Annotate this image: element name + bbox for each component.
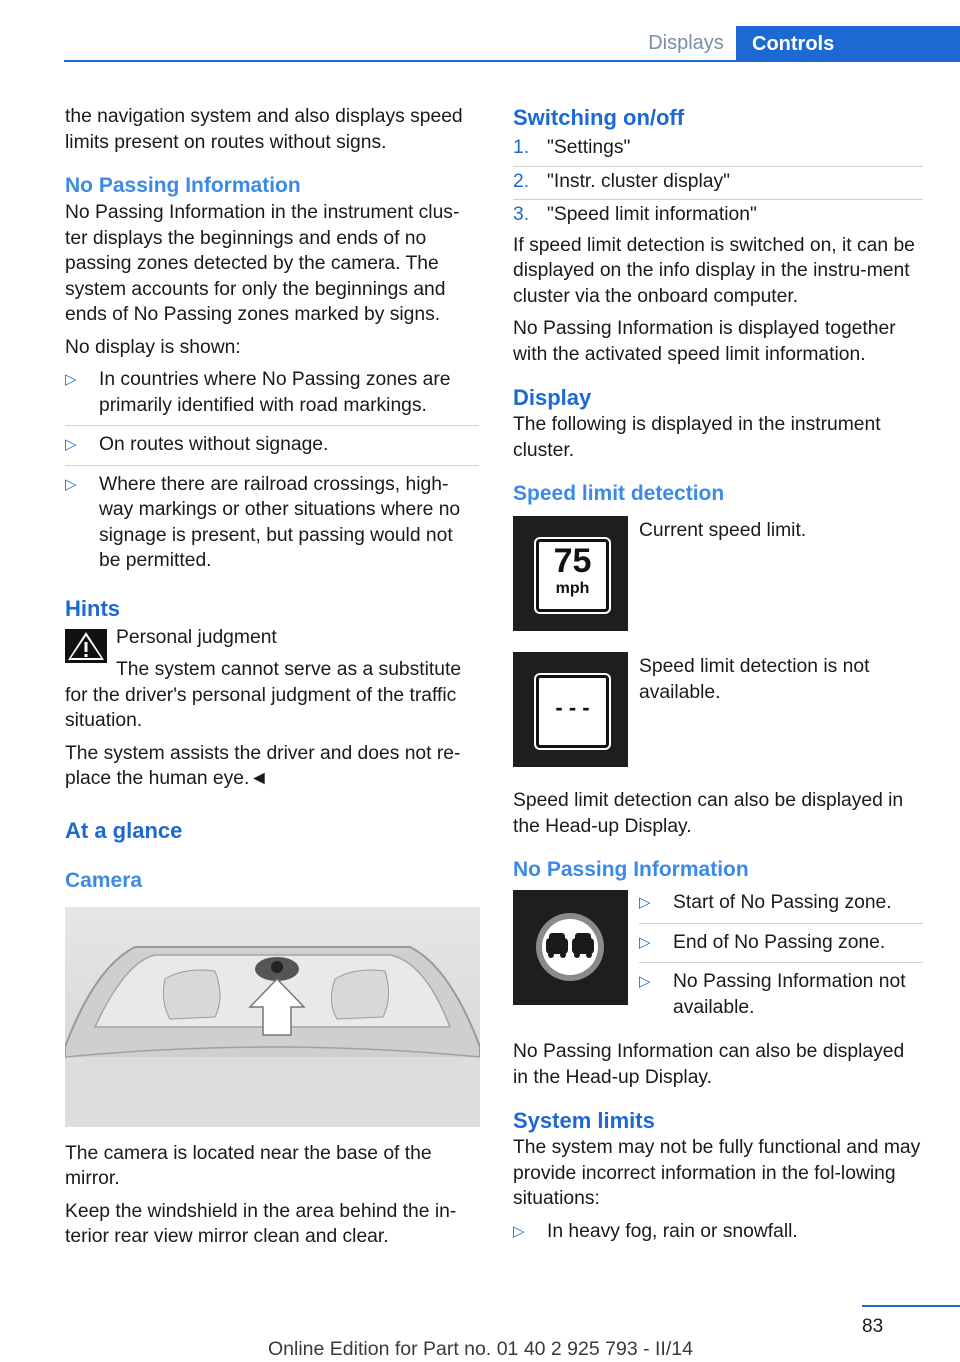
switching-steps xyxy=(513,135,923,233)
list-item: ▷ In heavy fog, rain or snowfall. xyxy=(513,1219,923,1252)
warning-block xyxy=(65,625,479,734)
no-display-list xyxy=(65,367,479,581)
speed-limit-heading: Speed limit detection xyxy=(513,482,725,505)
header-divider xyxy=(64,60,960,62)
hud-speed-text: Speed limit detection can also be displayed in the Head-up Display. xyxy=(513,790,904,837)
tab-controls[interactable]: Controls xyxy=(736,26,960,62)
speed-limit-sign-text: Current speed limit. xyxy=(639,520,807,541)
no-passing-heading: No Passing Information xyxy=(65,174,301,197)
triangle-bullet-icon: ▷ xyxy=(65,475,77,493)
list-item: ▷ Start of No Passing zone. xyxy=(639,890,923,923)
page-number: 83 xyxy=(862,1316,884,1337)
warning-title: Personal judgment xyxy=(116,626,277,648)
speed-limit-unavailable-row xyxy=(513,652,923,778)
no-passing-body: No Passing Information in the instrument clus-ter displays the beginnings and ends of no passing zones detected by the camera. The system accounts for only the beginnings and ends of No Passing zones marked by signs. xyxy=(65,202,460,325)
list-item: 1. "Settings" xyxy=(513,137,631,158)
switch-body-2: No Passing Information is displayed together with the activated speed limit information. xyxy=(513,318,896,365)
warning-icon xyxy=(65,629,107,663)
speed-limit-sign-row xyxy=(513,516,923,642)
camera-caption: The camera is located near the base of the mirror. xyxy=(65,1142,432,1189)
switch-body: If speed limit detection is switched on, it can be displayed on the info display in the instru-ment cluster via the onboard computer. xyxy=(513,234,915,307)
display-body: The following is displayed in the instrument cluster. xyxy=(513,414,881,461)
list-item: 3. "Speed limit information" xyxy=(513,199,923,233)
no-passing-sign-icon xyxy=(513,890,628,1005)
hud-no-passing-text: No Passing Information can also be displayed in the Head-up Display. xyxy=(513,1041,905,1088)
triangle-bullet-icon: ▷ xyxy=(65,436,77,453)
list-item: ▷ End of No Passing zone. xyxy=(639,923,923,963)
footer-divider xyxy=(862,1305,960,1307)
display-heading: Display xyxy=(513,385,592,410)
system-limits-list xyxy=(513,1219,923,1252)
no-passing-right-heading: No Passing Information xyxy=(513,858,749,881)
system-limits-body: The system may not be fully functional and may provide incorrect information in the fol-lowing situations: xyxy=(513,1137,921,1209)
system-limits-heading: System limits xyxy=(513,1108,655,1133)
warning-body-2: The system assists the driver and does not re-place the human eye.◄ xyxy=(65,742,461,789)
camera-illustration xyxy=(65,907,480,1127)
triangle-bullet-icon: ▷ xyxy=(639,933,651,951)
triangle-bullet-icon: ▷ xyxy=(639,894,651,911)
hints-heading: Hints xyxy=(65,595,120,621)
left-column xyxy=(65,104,479,1257)
edition-footer: Online Edition for Part no. 01 40 2 925 793 - II/14 xyxy=(268,1338,693,1360)
camera-heading: Camera xyxy=(65,868,143,892)
list-item: ▷ In countries where No Passing zones are primarily identified with road markings. xyxy=(65,369,451,416)
triangle-bullet-icon: ▷ xyxy=(65,371,77,388)
list-item: 2. "Instr. cluster display" xyxy=(513,166,923,200)
speed-limit-unavailable-icon: - - - xyxy=(513,652,628,767)
right-column xyxy=(513,104,923,1251)
intro-text: the navigation system and also displays speed limits present on routes without signs. xyxy=(65,106,463,153)
triangle-bullet-icon: ▷ xyxy=(639,973,651,990)
camera-keep-clean: Keep the windshield in the area behind the in-terior rear view mirror clean and clear. xyxy=(65,1200,457,1247)
list-item: ▷ No Passing Information not available. xyxy=(639,962,923,1027)
no-passing-list xyxy=(639,890,923,1027)
tab-displays[interactable]: Displays xyxy=(648,32,724,54)
warning-body: The system cannot serve as a substitute for the driver's personal judgment of the traffic situation. xyxy=(65,659,462,731)
speed-limit-sign-icon: 75 mph xyxy=(513,516,628,631)
switching-heading: Switching on/off xyxy=(513,105,685,130)
triangle-bullet-icon: ▷ xyxy=(513,1222,525,1240)
list-item: ▷ Where there are railroad crossings, high-way markings or other situations where no signage is present, but passing would not be permitted. xyxy=(65,465,479,581)
at-a-glance-heading: At a glance xyxy=(65,817,183,843)
no-passing-row xyxy=(513,890,923,1027)
no-display-intro: No display is shown: xyxy=(65,336,241,358)
speed-limit-unavailable-text: Speed limit detection is not available. xyxy=(639,656,870,703)
list-item: ▷ On routes without signage. xyxy=(65,425,479,465)
